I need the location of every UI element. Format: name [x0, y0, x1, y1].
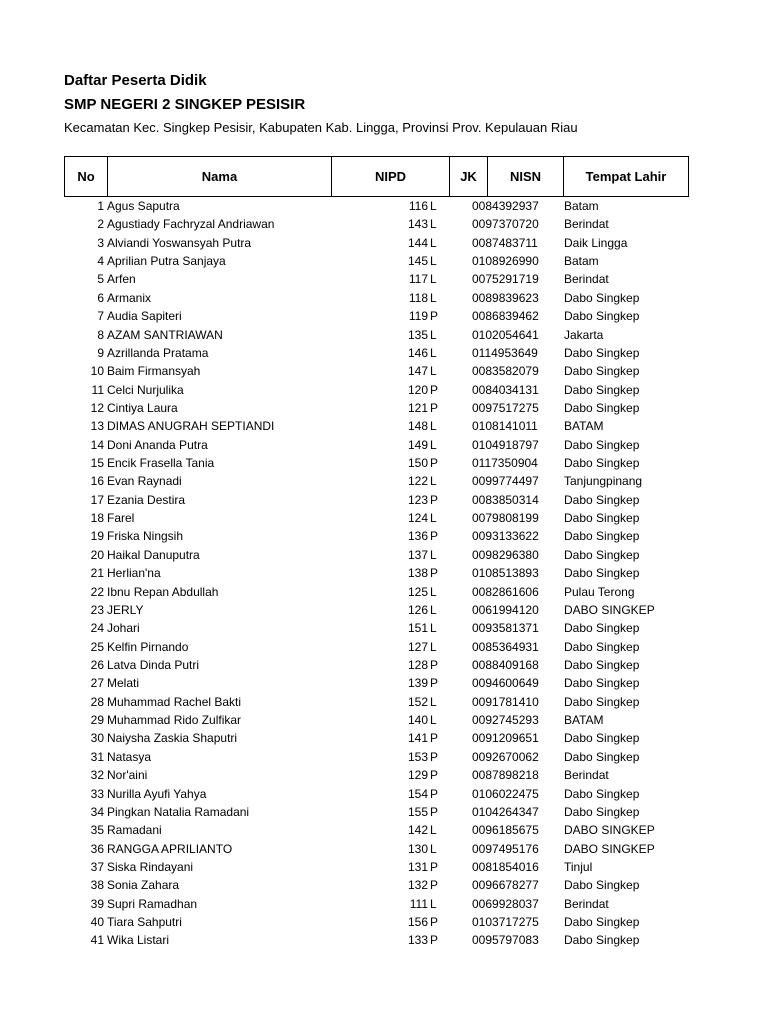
- row-nipd: 142: [407, 823, 428, 838]
- row-nipd: 136: [407, 529, 428, 544]
- row-tempat-lahir: Dabo Singkep: [564, 621, 640, 636]
- row-nipd: 118: [408, 290, 428, 305]
- row-nama: Kelfin Pirnando: [107, 639, 189, 654]
- table-row: [64, 785, 688, 803]
- row-no: 27: [90, 676, 104, 691]
- row-tempat-lahir: Jakarta: [564, 327, 604, 342]
- table-row: [64, 362, 688, 380]
- table-row: [64, 803, 688, 821]
- row-nisn: 0097517275: [472, 400, 539, 415]
- row-no: 26: [90, 657, 104, 672]
- row-no: 15: [90, 456, 104, 471]
- row-nipd: 139: [407, 676, 428, 691]
- row-nama: Agustiady Fachryzal Andriawan: [107, 217, 275, 232]
- row-no: 7: [97, 309, 104, 324]
- row-tempat-lahir: Berindat: [564, 217, 609, 232]
- table-row: [64, 583, 688, 601]
- row-no: 12: [90, 400, 104, 415]
- row-no: 9: [97, 345, 104, 360]
- row-no: 31: [90, 749, 104, 764]
- row-nisn: 0098296380: [472, 547, 539, 562]
- row-tempat-lahir: DABO SINGKEP: [564, 841, 655, 856]
- row-nipd: 131: [407, 859, 428, 874]
- row-no: 13: [90, 419, 104, 434]
- row-nama: Ezania Destira: [107, 492, 186, 507]
- row-nisn: 0108141011: [472, 419, 538, 434]
- row-no: 24: [90, 621, 104, 636]
- row-no: 29: [90, 713, 104, 728]
- table-row: [64, 858, 688, 876]
- row-tempat-lahir: Dabo Singkep: [564, 547, 640, 562]
- table-row: [64, 399, 688, 417]
- row-nama: JERLY: [107, 602, 144, 617]
- row-nisn: 0095797083: [472, 933, 539, 948]
- row-jk: P: [430, 786, 439, 801]
- row-nisn: 0075291719: [472, 272, 539, 287]
- row-no: 39: [90, 896, 104, 911]
- row-nisn: 0087898218: [472, 768, 539, 783]
- row-nisn: 0106022475: [472, 786, 539, 801]
- row-jk: P: [430, 400, 439, 415]
- row-no: 30: [90, 731, 104, 746]
- table-row: [64, 381, 688, 399]
- row-no: 2: [97, 217, 104, 232]
- row-tempat-lahir: Dabo Singkep: [564, 804, 640, 819]
- row-nipd: 138: [407, 566, 428, 581]
- location-line: Kecamatan Kec. Singkep Pesisir, Kabupaten Kab. Lingga, Provinsi Prov. Kepulauan Riau: [64, 120, 578, 135]
- row-tempat-lahir: Batam: [564, 254, 599, 269]
- row-nama: Wika Listari: [107, 933, 170, 948]
- table-row: [64, 931, 688, 949]
- row-tempat-lahir: Berindat: [564, 272, 609, 287]
- row-nama: Muhammad Rachel Bakti: [107, 694, 242, 709]
- row-no: 5: [97, 272, 104, 287]
- row-nama: Ibnu Repan Abdullah: [107, 584, 219, 599]
- row-nama: Armanix: [107, 290, 152, 305]
- table-row: [64, 913, 688, 931]
- row-tempat-lahir: Dabo Singkep: [564, 529, 640, 544]
- row-jk: P: [430, 676, 439, 691]
- row-nipd: 156: [407, 915, 428, 930]
- row-tempat-lahir: DABO SINGKEP: [564, 602, 655, 617]
- row-nipd: 137: [407, 547, 428, 562]
- row-nipd: 145: [407, 254, 428, 269]
- row-tempat-lahir: Dabo Singkep: [564, 364, 640, 379]
- row-nipd: 126: [407, 602, 428, 617]
- row-nama: Nurilla Ayufi Yahya: [107, 786, 207, 801]
- row-nisn: 0085364931: [472, 639, 539, 654]
- row-jk: L: [430, 437, 437, 452]
- row-tempat-lahir: Dabo Singkep: [564, 437, 640, 452]
- row-tempat-lahir: Dabo Singkep: [564, 511, 640, 526]
- row-nama: Muhammad Rido Zulfikar: [107, 713, 242, 728]
- row-nisn: 0097370720: [472, 217, 539, 232]
- row-nisn: 0088409168: [472, 657, 539, 672]
- table-row: [64, 674, 688, 692]
- row-tempat-lahir: BATAM: [564, 713, 604, 728]
- row-nipd: 111: [409, 896, 428, 911]
- row-tempat-lahir: Batam: [564, 199, 599, 213]
- row-jk: L: [430, 602, 437, 617]
- row-nisn: 0061994120: [472, 602, 539, 617]
- table-row: [64, 693, 688, 711]
- school-name: SMP NEGERI 2 SINGKEP PESISIR: [64, 96, 306, 113]
- row-nisn: 0087483711: [472, 235, 538, 250]
- row-nisn: 0092670062: [472, 749, 539, 764]
- row-no: 21: [90, 566, 104, 581]
- row-no: 18: [90, 511, 104, 526]
- row-nipd: 148: [407, 419, 428, 434]
- row-tempat-lahir: Dabo Singkep: [564, 676, 640, 691]
- row-nisn: 0091209651: [472, 731, 539, 746]
- row-tempat-lahir: Dabo Singkep: [564, 290, 640, 305]
- row-nipd: 123: [407, 492, 428, 507]
- row-jk: L: [430, 694, 437, 709]
- row-nisn: 0108513893: [472, 566, 539, 581]
- row-jk: L: [430, 823, 437, 838]
- row-no: 11: [91, 382, 104, 397]
- row-nisn: 0083850314: [472, 492, 539, 507]
- table-row: [64, 197, 688, 215]
- table-row: [64, 876, 688, 894]
- table-row: [64, 711, 688, 729]
- row-tempat-lahir: Dabo Singkep: [564, 456, 640, 471]
- row-nama: Doni Ananda Putra: [107, 437, 208, 452]
- header-no: No: [65, 157, 108, 197]
- row-nama: AZAM SANTRIAWAN: [107, 327, 223, 342]
- row-no: 10: [90, 364, 104, 379]
- row-no: 41: [90, 933, 104, 948]
- row-tempat-lahir: Dabo Singkep: [564, 400, 640, 415]
- table-row: [64, 344, 688, 362]
- row-nama: Farel: [107, 511, 135, 526]
- row-tempat-lahir: Pulau Terong: [564, 584, 635, 599]
- table-row: [64, 307, 688, 325]
- row-nipd: 151: [407, 621, 428, 636]
- row-no: 14: [90, 437, 104, 452]
- row-jk: L: [430, 621, 437, 636]
- row-no: 1: [97, 199, 104, 213]
- row-no: 37: [90, 859, 104, 874]
- row-jk: L: [430, 272, 437, 287]
- row-jk: P: [430, 529, 439, 544]
- row-nipd: 146: [407, 345, 428, 360]
- row-tempat-lahir: Dabo Singkep: [564, 639, 640, 654]
- table-row: [64, 564, 688, 582]
- row-nisn: 0082861606: [472, 584, 539, 599]
- row-no: 4: [97, 254, 104, 269]
- row-nisn: 0102054641: [472, 327, 539, 342]
- table-row: [64, 840, 688, 858]
- row-nipd: 144: [407, 235, 428, 250]
- row-nama: Evan Raynadi: [107, 474, 182, 489]
- row-jk: P: [430, 878, 439, 893]
- row-jk: L: [430, 713, 437, 728]
- table-row: [64, 234, 688, 252]
- row-nama: Baim Firmansyah: [107, 364, 201, 379]
- row-nama: Ramadani: [107, 823, 162, 838]
- row-nisn: 0094600649: [472, 676, 539, 691]
- row-nama: Alviandi Yoswansyah Putra: [107, 235, 252, 250]
- row-tempat-lahir: Dabo Singkep: [564, 915, 640, 930]
- table-row: [64, 252, 688, 270]
- row-nisn: 0103717275: [472, 915, 539, 930]
- row-tempat-lahir: Dabo Singkep: [564, 694, 640, 709]
- table-row: [64, 472, 688, 490]
- row-nipd: 141: [407, 731, 428, 746]
- row-nama: Tiara Sahputri: [107, 915, 182, 930]
- row-tempat-lahir: Daik Lingga: [564, 235, 628, 250]
- row-nipd: 122: [407, 474, 428, 489]
- row-nipd: 119: [408, 309, 428, 324]
- row-nipd: 129: [407, 768, 428, 783]
- row-tempat-lahir: Dabo Singkep: [564, 345, 640, 360]
- row-nipd: 116: [408, 199, 428, 213]
- row-tempat-lahir: Dabo Singkep: [564, 657, 640, 672]
- table-row: [64, 417, 688, 435]
- row-no: 17: [90, 492, 104, 507]
- table-row: [64, 491, 688, 509]
- row-jk: P: [430, 492, 439, 507]
- row-nisn: 0093133622: [472, 529, 539, 544]
- row-nisn: 0104918797: [472, 437, 539, 452]
- row-tempat-lahir: Dabo Singkep: [564, 878, 640, 893]
- student-list: [64, 197, 688, 950]
- row-nisn: 0079808199: [472, 511, 539, 526]
- row-nama: Encik Frasella Tania: [107, 456, 215, 471]
- row-jk: P: [430, 309, 439, 324]
- table-row: [64, 270, 688, 288]
- row-no: 40: [90, 915, 104, 930]
- row-nama: Aprilian Putra Sanjaya: [107, 254, 226, 269]
- table-header: [64, 156, 689, 197]
- row-nama: Herlian'na: [107, 566, 161, 581]
- table-row: [64, 546, 688, 564]
- row-nama: Agus Saputra: [107, 199, 180, 213]
- row-nisn: 0104264347: [472, 804, 539, 819]
- row-nipd: 152: [407, 694, 428, 709]
- row-tempat-lahir: Dabo Singkep: [564, 492, 640, 507]
- row-nipd: 133: [407, 933, 428, 948]
- row-nipd: 135: [407, 327, 428, 342]
- row-nama: Melati: [107, 676, 140, 691]
- table-row: [64, 656, 688, 674]
- row-tempat-lahir: DABO SINGKEP: [564, 823, 655, 838]
- row-nipd: 153: [407, 749, 428, 764]
- row-no: 8: [97, 327, 104, 342]
- table-row: [64, 638, 688, 656]
- row-nama: Latva Dinda Putri: [107, 657, 200, 672]
- row-jk: L: [430, 290, 437, 305]
- row-jk: P: [430, 768, 439, 783]
- row-nisn: 0083582079: [472, 364, 539, 379]
- row-jk: P: [430, 382, 439, 397]
- row-nipd: 155: [407, 804, 428, 819]
- row-jk: L: [430, 327, 437, 342]
- row-no: 3: [97, 235, 104, 250]
- row-no: 34: [90, 804, 104, 819]
- row-nipd: 154: [407, 786, 428, 801]
- row-nipd: 121: [407, 400, 428, 415]
- row-no: 32: [90, 768, 104, 783]
- row-nama: Haikal Danuputra: [107, 547, 200, 562]
- row-jk: P: [430, 804, 439, 819]
- row-tempat-lahir: BATAM: [564, 419, 604, 434]
- row-jk: L: [430, 345, 437, 360]
- row-jk: L: [430, 364, 437, 379]
- row-no: 25: [90, 639, 104, 654]
- row-tempat-lahir: Dabo Singkep: [564, 382, 640, 397]
- row-nisn: 0069928037: [472, 896, 539, 911]
- row-nama: DIMAS ANUGRAH SEPTIANDI: [107, 419, 275, 434]
- row-nisn: 0086839462: [472, 309, 539, 324]
- row-nama: Siska Rindayani: [107, 859, 194, 874]
- row-nipd: 117: [408, 272, 428, 287]
- row-jk: P: [430, 566, 439, 581]
- table-row: [64, 619, 688, 637]
- row-nisn: 0081854016: [472, 859, 539, 874]
- row-nisn: 0117350904: [472, 456, 538, 471]
- table-row: [64, 748, 688, 766]
- row-tempat-lahir: Dabo Singkep: [564, 786, 640, 801]
- row-jk: L: [430, 584, 437, 599]
- row-tempat-lahir: Dabo Singkep: [564, 749, 640, 764]
- header-nisn: NISN: [488, 157, 564, 197]
- row-jk: L: [430, 217, 437, 232]
- row-tempat-lahir: Berindat: [564, 768, 609, 783]
- row-no: 6: [97, 290, 104, 305]
- row-tempat-lahir: Tanjungpinang: [564, 474, 643, 489]
- row-nama: Cintiya Laura: [107, 400, 178, 415]
- table-row: [64, 895, 688, 913]
- row-nisn: 0096185675: [472, 823, 539, 838]
- header-nama: Nama: [108, 157, 332, 197]
- row-tempat-lahir: Dabo Singkep: [564, 566, 640, 581]
- row-tempat-lahir: Dabo Singkep: [564, 731, 640, 746]
- row-no: 22: [90, 584, 104, 599]
- row-no: 23: [90, 602, 104, 617]
- row-jk: L: [430, 639, 437, 654]
- table-row: [64, 454, 688, 472]
- row-nisn: 0097495176: [472, 841, 539, 856]
- row-nama: RANGGA APRILIANTO: [107, 841, 233, 856]
- row-nama: Celci Nurjulika: [107, 382, 184, 397]
- table-row: [64, 821, 688, 839]
- row-jk: P: [430, 657, 439, 672]
- row-tempat-lahir: Berindat: [564, 896, 609, 911]
- row-jk: L: [430, 896, 437, 911]
- row-tempat-lahir: Dabo Singkep: [564, 933, 640, 948]
- table-row: [64, 436, 688, 454]
- row-nipd: 143: [407, 217, 428, 232]
- header-jk: JK: [450, 157, 488, 197]
- row-jk: L: [430, 474, 437, 489]
- header-tempat-lahir: Tempat Lahir: [564, 157, 689, 197]
- row-jk: P: [430, 749, 439, 764]
- row-nama: Nor'aini: [107, 768, 148, 783]
- row-nipd: 128: [407, 657, 428, 672]
- row-nama: Natasya: [107, 749, 152, 764]
- row-nipd: 120: [407, 382, 428, 397]
- row-nisn: 0084392937: [472, 199, 539, 213]
- row-no: 19: [90, 529, 104, 544]
- table-row: [64, 509, 688, 527]
- row-jk: P: [430, 933, 439, 948]
- table-row: [64, 601, 688, 619]
- row-nama: Audia Sapiteri: [107, 309, 182, 324]
- row-nisn: 0099774497: [472, 474, 539, 489]
- row-nisn: 0092745293: [472, 713, 539, 728]
- table-row: [64, 326, 688, 344]
- row-jk: L: [430, 235, 437, 250]
- row-no: 38: [90, 878, 104, 893]
- row-nama: Friska Ningsih: [107, 529, 184, 544]
- row-nama: Arfen: [107, 272, 136, 287]
- row-jk: P: [430, 731, 439, 746]
- document-title: Daftar Peserta Didik: [64, 72, 207, 89]
- row-nipd: 124: [407, 511, 428, 526]
- row-jk: P: [430, 859, 439, 874]
- row-nama: Pingkan Natalia Ramadani: [107, 804, 250, 819]
- row-no: 33: [90, 786, 104, 801]
- row-no: 20: [90, 547, 104, 562]
- row-nipd: 140: [407, 713, 428, 728]
- row-nisn: 0093581371: [472, 621, 539, 636]
- row-nipd: 149: [407, 437, 428, 452]
- table-row: [64, 215, 688, 233]
- row-nama: Azrillanda Pratama: [107, 345, 209, 360]
- row-nama: Johari: [107, 621, 140, 636]
- row-tempat-lahir: Dabo Singkep: [564, 309, 640, 324]
- row-nipd: 125: [407, 584, 428, 599]
- row-no: 35: [90, 823, 104, 838]
- row-jk: P: [430, 915, 439, 930]
- table-row: [64, 729, 688, 747]
- row-nisn: 0108926990: [472, 254, 539, 269]
- row-nipd: 147: [407, 364, 428, 379]
- row-nipd: 127: [407, 639, 428, 654]
- row-nisn: 0084034131: [472, 382, 539, 397]
- row-nipd: 130: [407, 841, 428, 856]
- row-jk: L: [430, 511, 437, 526]
- row-nisn: 0096678277: [472, 878, 539, 893]
- row-nisn: 0114953649: [472, 345, 538, 360]
- header-nipd: NIPD: [332, 157, 450, 197]
- row-no: 28: [90, 694, 104, 709]
- table-row: [64, 766, 688, 784]
- row-jk: P: [430, 456, 439, 471]
- row-no: 36: [90, 841, 104, 856]
- row-jk: L: [430, 419, 437, 434]
- row-jk: L: [430, 547, 437, 562]
- table-row: [64, 289, 688, 307]
- row-jk: L: [430, 841, 437, 856]
- row-nisn: 0089839623: [472, 290, 539, 305]
- row-nama: Naiysha Zaskia Shaputri: [107, 731, 238, 746]
- row-nama: Supri Ramadhan: [107, 896, 198, 911]
- row-nipd: 150: [407, 456, 428, 471]
- row-no: 16: [90, 474, 104, 489]
- row-jk: L: [430, 199, 437, 213]
- row-nama: Sonia Zahara: [107, 878, 180, 893]
- row-jk: L: [430, 254, 437, 269]
- row-nipd: 132: [407, 878, 428, 893]
- table-row: [64, 527, 688, 545]
- row-nisn: 0091781410: [472, 694, 539, 709]
- row-tempat-lahir: Tinjul: [564, 859, 593, 874]
